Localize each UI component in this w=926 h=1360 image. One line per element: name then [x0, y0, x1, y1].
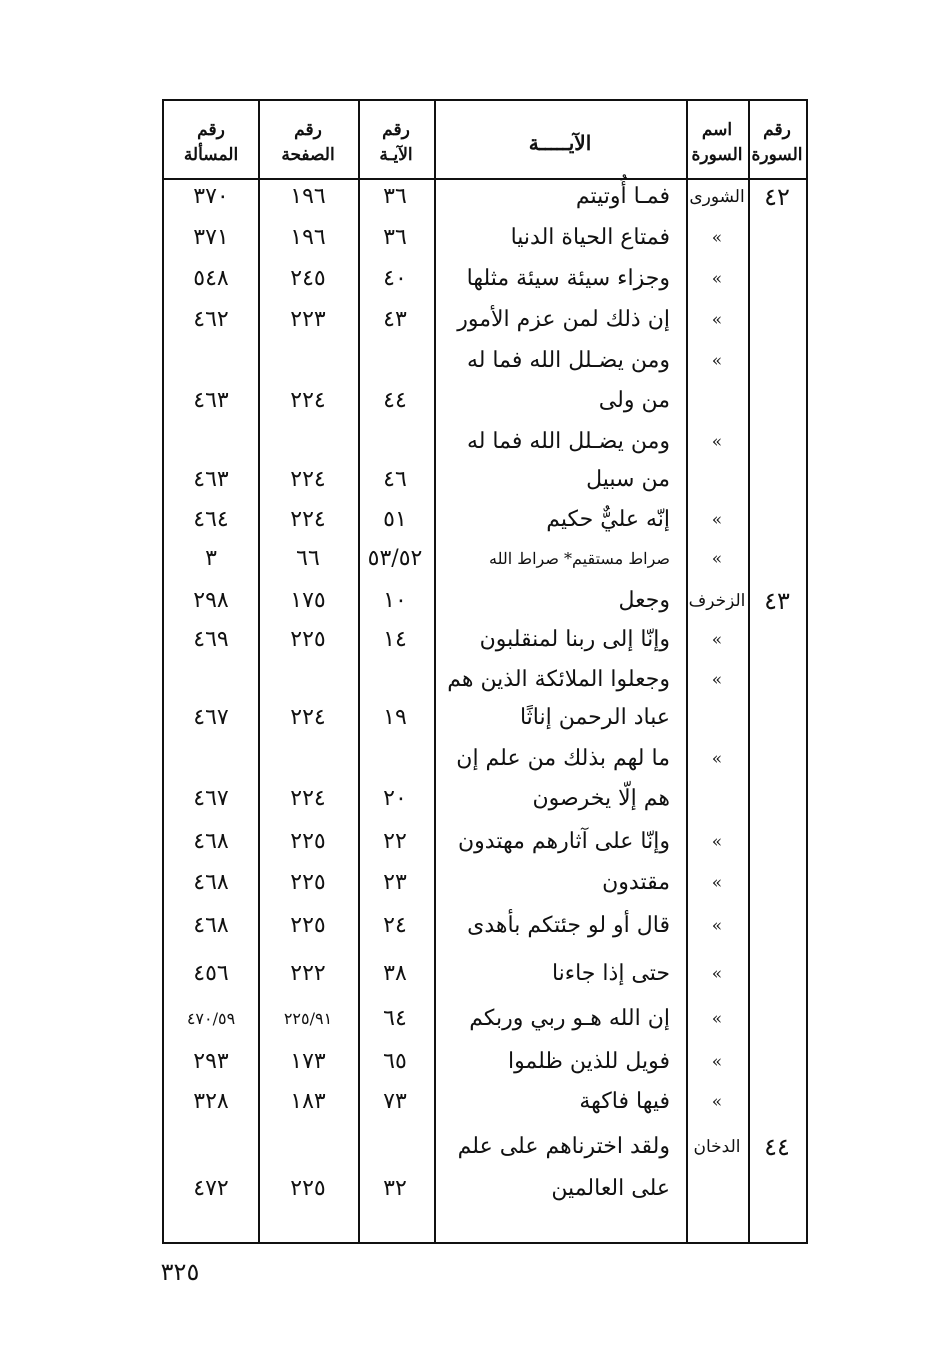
surah-number-cell	[748, 300, 806, 340]
header-page-number: رقم الصفحة	[281, 120, 335, 165]
ayah-number-cell: ١٤	[383, 627, 407, 652]
issue-number-cell: ٥٤٨	[193, 266, 229, 291]
verse-cell: وإنّا إلى ربنا لمنقلبون	[479, 627, 670, 652]
ayah-number-cell: ٦٤	[383, 1006, 407, 1031]
issue-number-cell: ٣	[205, 546, 217, 571]
surah-name-cell: »	[711, 832, 723, 852]
verse-cell: من سبيل	[586, 467, 670, 492]
surah-number-cell	[748, 500, 806, 540]
issue-number-cell: ٣٢٨	[193, 1089, 229, 1114]
surah-number-cell	[748, 620, 806, 660]
verse-cell: وجعلوا الملائكة الذين هم	[447, 667, 670, 692]
page-number-cell	[260, 422, 356, 462]
surah-number-cell	[748, 1169, 806, 1209]
ayah-number-cell	[358, 739, 432, 779]
page-number-cell: ٢٢٥/٩١	[283, 1009, 333, 1028]
verse-cell: عباد الرحمن إناثًا	[519, 705, 670, 730]
verse-cell: وجزاء سيئة سيئة مثلها	[466, 266, 670, 291]
surah-name-cell: »	[711, 670, 723, 690]
verse-cell: ومن يضـلل الله فما له	[466, 348, 670, 373]
issue-number-cell: ٤٦٩	[193, 627, 229, 652]
issue-number-cell: ٣٧٠	[193, 184, 229, 209]
ayah-number-cell: ٥١	[383, 507, 407, 532]
surah-number-cell	[748, 954, 806, 994]
surah-name-cell: »	[711, 964, 723, 984]
issue-number-cell: ٣٧١	[193, 225, 229, 250]
page-number-cell: ٢٢٢	[290, 961, 326, 986]
surah-name-cell: »	[711, 549, 723, 569]
index-table	[162, 99, 808, 1244]
page-number: ٣٢٥	[160, 1258, 200, 1286]
ayah-number-cell: ٢٤	[383, 913, 407, 938]
verse-cell: وجعل	[618, 588, 670, 613]
surah-name-cell: »	[711, 873, 723, 893]
ayah-number-cell: ٢٢	[383, 829, 407, 854]
surah-name-cell: »	[711, 916, 723, 936]
verse-cell: فمتاع الحياة الدنيا	[510, 225, 670, 250]
ayah-number-cell: ٤٣	[383, 307, 407, 332]
verse-cell: إن الله هـو ربي وربكم	[469, 1006, 670, 1031]
issue-number-cell: ٤٦٨	[193, 913, 229, 938]
surah-name-cell	[686, 460, 748, 500]
surah-number-cell	[748, 863, 806, 903]
issue-number-cell: ٤٦٣	[193, 388, 229, 413]
verse-cell: إن ذلك لمن عزم الأمور	[457, 307, 670, 332]
page-number-cell	[260, 739, 356, 779]
surah-name-cell: الشورى	[689, 187, 745, 207]
surah-number-cell	[748, 739, 806, 779]
ayah-number-cell: ١٠	[383, 588, 407, 613]
surah-number-cell: ٤٣	[764, 587, 790, 615]
surah-name-cell	[686, 779, 748, 819]
surah-number-cell	[748, 1042, 806, 1082]
surah-name-cell: »	[711, 228, 723, 248]
ayah-number-cell: ٣٦	[383, 225, 407, 250]
ayah-number-cell: ٥٣/٥٢	[367, 546, 423, 571]
ayah-number-cell: ٤٦	[383, 467, 407, 492]
header-surah-name: اسم السورة	[691, 120, 743, 165]
surah-number-cell	[748, 539, 806, 579]
surah-number-cell: ٤٢	[764, 183, 790, 211]
surah-number-cell	[748, 660, 806, 700]
surah-number-cell	[748, 698, 806, 738]
issue-number-cell: ٤٥٦	[193, 961, 229, 986]
header-ayah-number: رقم الآيـة	[379, 120, 413, 165]
page-number-cell: ١٧٥	[290, 588, 326, 613]
page-number-cell: ١٩٦	[290, 184, 326, 209]
surah-name-cell: »	[711, 269, 723, 289]
surah-name-cell	[686, 381, 748, 421]
surah-name-cell: »	[711, 1092, 723, 1112]
ayah-number-cell	[358, 422, 432, 462]
verse-cell: ما لهم بذلك من علم إن	[456, 746, 670, 771]
verse-cell: فويل للذين ظلموا	[507, 1049, 670, 1074]
surah-name-cell: »	[711, 351, 723, 371]
surah-number-cell	[748, 822, 806, 862]
ayah-number-cell: ٢٠	[383, 786, 407, 811]
issue-number-cell: ٤٦٣	[193, 467, 229, 492]
verse-cell: ولقد اخترناهم على علم	[457, 1134, 670, 1159]
issue-number-cell: ٤٦٧	[193, 705, 229, 730]
ayah-number-cell: ١٩	[383, 705, 407, 730]
ayah-number-cell: ٤٤	[383, 388, 407, 413]
surah-number-cell	[748, 460, 806, 500]
issue-number-cell	[164, 341, 258, 381]
page-number-cell: ٢٢٥	[290, 913, 326, 938]
page-number-cell: ١٧٣	[290, 1049, 326, 1074]
issue-number-cell: ٢٩٨	[193, 588, 229, 613]
page-number-cell: ٦٦	[296, 546, 320, 571]
issue-number-cell	[164, 422, 258, 462]
ayah-number-cell	[358, 1127, 432, 1167]
verse-cell: فمـا أُوتيتم	[575, 184, 670, 209]
issue-number-cell	[164, 1127, 258, 1167]
page-number-cell: ١٩٦	[290, 225, 326, 250]
page-number-cell: ٢٢٥	[290, 627, 326, 652]
ayah-number-cell	[358, 660, 432, 700]
ayah-number-cell	[358, 341, 432, 381]
surah-name-cell: الزخرف	[688, 591, 746, 611]
verse-cell: فيها فاكهة	[579, 1089, 670, 1114]
issue-number-cell: ٤٦٤	[193, 507, 229, 532]
verse-cell: إنّه عليٌّ حكيم	[546, 507, 670, 532]
page-number-cell: ٢٢٣	[290, 307, 326, 332]
page-number-cell: ٢٢٤	[290, 467, 326, 492]
verse-cell: ومن يضـلل الله فما له	[466, 429, 670, 454]
verse-cell: وإنّا على آثارهم مهتدون	[458, 829, 670, 854]
verse-cell: قال أو لو جئتكم بأهدى	[467, 913, 670, 938]
page-number-cell: ٢٢٥	[290, 870, 326, 895]
surah-name-cell	[686, 698, 748, 738]
verse-cell: على العالمين	[551, 1176, 670, 1201]
ayah-number-cell: ٢٣	[383, 870, 407, 895]
verse-cell: هم إلّا يخرصون	[532, 786, 670, 811]
surah-number-cell	[748, 779, 806, 819]
surah-number-cell	[748, 259, 806, 299]
page-number-cell: ٢٢٤	[290, 388, 326, 413]
page-number-cell	[260, 660, 356, 700]
ayah-number-cell: ٦٥	[383, 1049, 407, 1074]
surah-name-cell: الدخان	[693, 1137, 741, 1157]
header-surah-number: رقم السورة	[751, 120, 803, 165]
ayah-number-cell: ٤٠	[383, 266, 407, 291]
page-number-cell: ٢٢٤	[290, 507, 326, 532]
surah-number-cell	[748, 341, 806, 381]
verse-cell: من ولى	[598, 388, 670, 413]
header-verse: الآيـــــة	[528, 130, 592, 155]
issue-number-cell: ٤٦٨	[193, 870, 229, 895]
issue-number-cell: ٤٦٨	[193, 829, 229, 854]
issue-number-cell: ٤٦٢	[193, 307, 229, 332]
issue-number-cell	[164, 739, 258, 779]
issue-number-cell: ٤٧٢	[193, 1176, 229, 1201]
verse-cell: حتى إذا جاءنا	[551, 961, 670, 986]
surah-name-cell: »	[711, 630, 723, 650]
surah-number-cell	[748, 1082, 806, 1122]
surah-number-cell	[748, 999, 806, 1039]
surah-number-cell	[748, 218, 806, 258]
verse-cell: صراط مستقيم* صراط الله	[488, 549, 670, 568]
issue-number-cell	[164, 660, 258, 700]
page-number-cell	[260, 341, 356, 381]
issue-number-cell: ٤٦٧	[193, 786, 229, 811]
page-number-cell	[260, 1127, 356, 1167]
page-number-cell: ٢٢٤	[290, 705, 326, 730]
surah-number-cell	[748, 422, 806, 462]
surah-name-cell: »	[711, 1009, 723, 1029]
issue-number-cell: ٢٩٣	[193, 1049, 229, 1074]
surah-name-cell	[686, 1169, 748, 1209]
surah-name-cell: »	[711, 310, 723, 330]
ayah-number-cell: ٣٦	[383, 184, 407, 209]
surah-number-cell	[748, 906, 806, 946]
ayah-number-cell: ٣٢	[383, 1176, 407, 1201]
surah-name-cell: »	[711, 749, 723, 769]
header-issue-number: رقم المسألة	[183, 120, 239, 165]
surah-name-cell: »	[711, 432, 723, 452]
ayah-number-cell: ٧٣	[383, 1089, 407, 1114]
page-number-cell: ١٨٣	[290, 1089, 326, 1114]
page-number-cell: ٢٢٤	[290, 786, 326, 811]
page-number-cell: ٢٢٥	[290, 1176, 326, 1201]
surah-name-cell: »	[711, 510, 723, 530]
verse-cell: مقتدون	[602, 870, 670, 895]
page-number-cell: ٢٤٥	[290, 266, 326, 291]
surah-name-cell: »	[711, 1052, 723, 1072]
page-number-cell: ٢٢٥	[290, 829, 326, 854]
issue-number-cell: ٤٧٠/٥٩	[186, 1009, 236, 1028]
surah-number-cell: ٤٤	[764, 1133, 790, 1161]
ayah-number-cell: ٣٨	[383, 961, 407, 986]
surah-number-cell	[748, 381, 806, 421]
